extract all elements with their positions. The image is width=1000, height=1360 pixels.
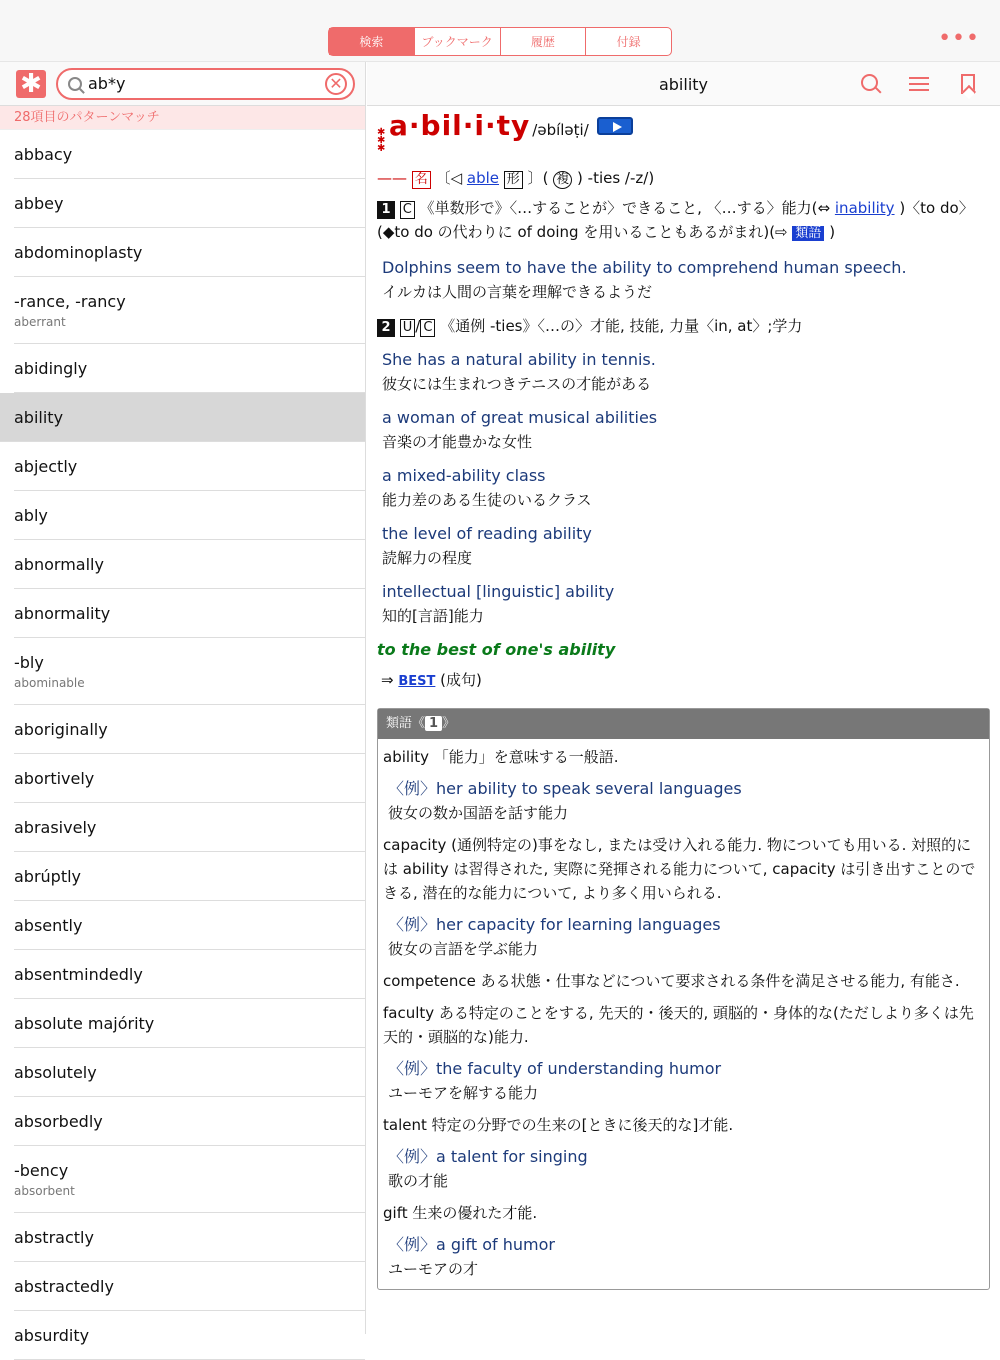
word-list-item[interactable]: [14, 540, 365, 589]
example: Dolphins seem to have the ability to comprehend human speech. イルカは人間の言葉を理解できるようだ: [382, 258, 907, 301]
tab-bookmarks[interactable]: ブックマーク: [414, 28, 500, 55]
synonym-example: [388, 777, 983, 825]
word-list-item[interactable]: [14, 754, 365, 803]
example-en: She has a natural ability in tennis.: [382, 350, 656, 369]
entry-header: [367, 62, 1000, 106]
synonym-body: [378, 739, 989, 1281]
example-ja: 読解力の程度: [382, 549, 473, 567]
search-row: [0, 62, 365, 106]
word-list-item[interactable]: [14, 1146, 365, 1213]
word-list-item[interactable]: [14, 705, 365, 754]
word-label: abnormality: [14, 603, 111, 623]
segmented-control: [328, 27, 672, 56]
synonym-example: [388, 1057, 983, 1105]
synonym-definition: gift 生来の優れた才能.: [383, 1204, 538, 1222]
pos-adj-badge: 形: [504, 171, 523, 189]
word-label: absently: [14, 915, 83, 935]
entry-pane: [367, 62, 1000, 1334]
tab-history[interactable]: 履歴: [500, 28, 586, 55]
synonym-example: [388, 1145, 983, 1193]
menu-list-icon[interactable]: [909, 74, 929, 94]
able-link[interactable]: able: [466, 169, 500, 187]
word-list-item[interactable]: [14, 638, 365, 705]
word-label: aboriginally: [14, 719, 108, 739]
word-list-item[interactable]: [14, 950, 365, 999]
word-label: -bly: [14, 652, 44, 672]
search-box: [56, 68, 355, 100]
clear-icon[interactable]: ✕: [325, 73, 347, 95]
word-list-item[interactable]: [14, 1262, 365, 1311]
example-en: the level of reading ability: [382, 524, 592, 543]
word-list-item[interactable]: [14, 179, 365, 228]
sense-number: 1: [377, 201, 395, 219]
entry-title: ability: [658, 75, 709, 94]
word-list-item[interactable]: [14, 1048, 365, 1097]
example: [382, 464, 986, 512]
word-label: abidingly: [14, 358, 88, 378]
match-count: 28項目のパターンマッチ: [0, 106, 365, 130]
word-list-item[interactable]: [14, 130, 365, 179]
idiom-reference: ⇒ BEST (成句): [381, 671, 482, 689]
word-label: abstractedly: [14, 1276, 114, 1296]
word-list-item[interactable]: [14, 589, 365, 638]
word-label: -rance, -rancy: [14, 291, 126, 311]
word-label: ability: [14, 407, 64, 427]
word-list-item[interactable]: [14, 277, 365, 344]
synonym-definition: talent 特定の分野での生来の[ときに後天的な]才能.: [383, 1116, 734, 1134]
example: [382, 580, 986, 628]
countable-badge: C: [400, 201, 415, 219]
synonym-example: [388, 913, 983, 961]
example-en: a mixed-ability class: [382, 466, 546, 485]
word-list-item[interactable]: [14, 1097, 365, 1146]
word-list-item[interactable]: [14, 852, 365, 901]
search-icon: [68, 77, 82, 91]
pos-line: —— 名 〔◁ able 形 〕( 複 ) -ties /-z/): [377, 169, 655, 187]
word-label: abrasively: [14, 817, 97, 837]
word-list-item[interactable]: [14, 228, 365, 277]
word-label: absorbedly: [14, 1111, 103, 1131]
synonym-definition: competence ある状態・仕事などについて要求される条件を満足させる能力, 有能さ.: [383, 972, 960, 990]
word-label: absentmindedly: [14, 964, 143, 984]
word-label: abbey: [14, 193, 64, 213]
word-label: abjectly: [14, 456, 78, 476]
example: [382, 522, 986, 570]
tab-search[interactable]: 検索: [329, 28, 414, 55]
synonym-example-ja: ユーモアの才: [388, 1260, 479, 1278]
word-label: absurdity: [14, 1325, 90, 1345]
frequency-stars-icon: ✱ ✱ ✱: [377, 127, 386, 154]
word-label: absolute majórity: [14, 1013, 155, 1033]
entry-body: [367, 106, 1000, 694]
example: [382, 406, 986, 454]
word-list-item[interactable]: [14, 491, 365, 540]
headword-row: [377, 109, 986, 160]
find-in-page-icon[interactable]: [861, 74, 881, 94]
plural-badge: 複: [553, 171, 572, 189]
synonym-tag[interactable]: 類語: [792, 226, 824, 241]
word-label: abstractly: [14, 1227, 94, 1247]
word-list-item[interactable]: [14, 344, 365, 393]
synonym-example-ja: 歌の才能: [388, 1172, 449, 1190]
example-ja: 能力差のある生徒のいるクラス: [382, 491, 592, 509]
synonym-example: [388, 1233, 983, 1281]
word-list-item[interactable]: [14, 442, 365, 491]
synonym-example-en: 〈例〉the faculty of understanding humor: [388, 1059, 722, 1078]
example-ja: 彼女には生まれつきテニスの才能がある: [382, 375, 652, 393]
tab-appendix[interactable]: 付録: [585, 28, 671, 55]
word-list-item[interactable]: [14, 803, 365, 852]
synonym-example-ja: 彼女の言語を学ぶ能力: [388, 940, 539, 958]
examples-list: [377, 348, 986, 628]
synonym-example-en: 〈例〉a gift of humor: [388, 1235, 555, 1254]
word-label: abrúptly: [14, 866, 82, 886]
countable-badge: C: [420, 319, 435, 337]
play-audio-icon[interactable]: [597, 117, 633, 135]
search-input[interactable]: [88, 74, 325, 93]
pos-noun-badge: 名: [412, 171, 431, 189]
word-label: abbacy: [14, 144, 73, 164]
sense-1: 1 C 《単数形で》〈…することが〉できること, 〈…する〉能力(⇔ inability )〈to do〉(◆to do の代わりに of doing を用いることもあるがまれ)(⇨ 類語 ): [377, 199, 974, 241]
word-list-item[interactable]: [14, 1213, 365, 1262]
synonym-box: [377, 708, 990, 1290]
word-label: abnormally: [14, 554, 104, 574]
top-bar: [0, 0, 1000, 62]
best-link[interactable]: BEST: [398, 674, 436, 689]
synonym-definition: faculty ある特定のことをする, 先天的・後天的, 頭脳的・身体的な(ただしより多くは先天的・頭脳的な)能力.: [383, 1004, 974, 1046]
word-label: -bency: [14, 1160, 69, 1180]
synonym-example-en: 〈例〉a talent for singing: [388, 1147, 588, 1166]
example-ja: 音楽の才能豊かな女性: [382, 433, 533, 451]
wildcard-button[interactable]: ✱: [16, 70, 46, 98]
example-en: a woman of great musical abilities: [382, 408, 658, 427]
word-list-item[interactable]: [0, 393, 365, 442]
word-sublabel: abominable: [14, 675, 85, 690]
synonym-header: 類語《 1 》: [378, 709, 989, 739]
word-label: absolutely: [14, 1062, 97, 1082]
example: [382, 348, 986, 396]
word-label: ably: [14, 505, 48, 525]
word-label: abortively: [14, 768, 95, 788]
word-list-item[interactable]: [14, 999, 365, 1048]
word-label: abdominoplasty: [14, 242, 143, 262]
sense-2: 2 U / C 《通例 -ties》〈…の〉才能, 技能, 力量〈in, at〉;学力: [377, 314, 986, 338]
synonym-definition: capacity (通例特定の)事をなし, または受け入れる能力. 物についても用いる. 対照的には ability は習得された, 実際に発揮される能力について, capacity は引き出すことのできる, 潜在的な能力について, より多く用いられる.: [383, 836, 976, 902]
word-sublabel: aberrant: [14, 314, 66, 329]
word-list-pane: [0, 62, 366, 1345]
example-en: intellectual [linguistic] ability: [382, 582, 615, 601]
word-list: [0, 130, 365, 1360]
word-sublabel: absorbent: [14, 1183, 75, 1198]
idiom: to the best of one's ability: [377, 640, 616, 659]
word-list-item[interactable]: [14, 1311, 365, 1360]
sense-number: 2: [377, 319, 395, 337]
synonym-definition: ability 「能力」を意味する一般語.: [383, 748, 619, 766]
synonym-example-en: 〈例〉her ability to speak several languages: [388, 779, 742, 798]
word-list-item[interactable]: [14, 901, 365, 950]
more-icon[interactable]: •••: [938, 26, 980, 51]
bookmark-icon[interactable]: [961, 74, 975, 94]
uncountable-badge: U: [400, 319, 416, 337]
synonym-example-ja: 彼女の数か国語を話す能力: [388, 804, 569, 822]
synonym-example-ja: ユーモアを解する能力: [388, 1084, 539, 1102]
headword: a·bil·i·ty: [389, 109, 531, 142]
pronunciation: /əbíləṭi/: [532, 121, 589, 139]
inability-link[interactable]: inability: [834, 199, 895, 217]
example-ja: 知的[言語]能力: [382, 607, 484, 625]
synonym-example-en: 〈例〉her capacity for learning languages: [388, 915, 721, 934]
